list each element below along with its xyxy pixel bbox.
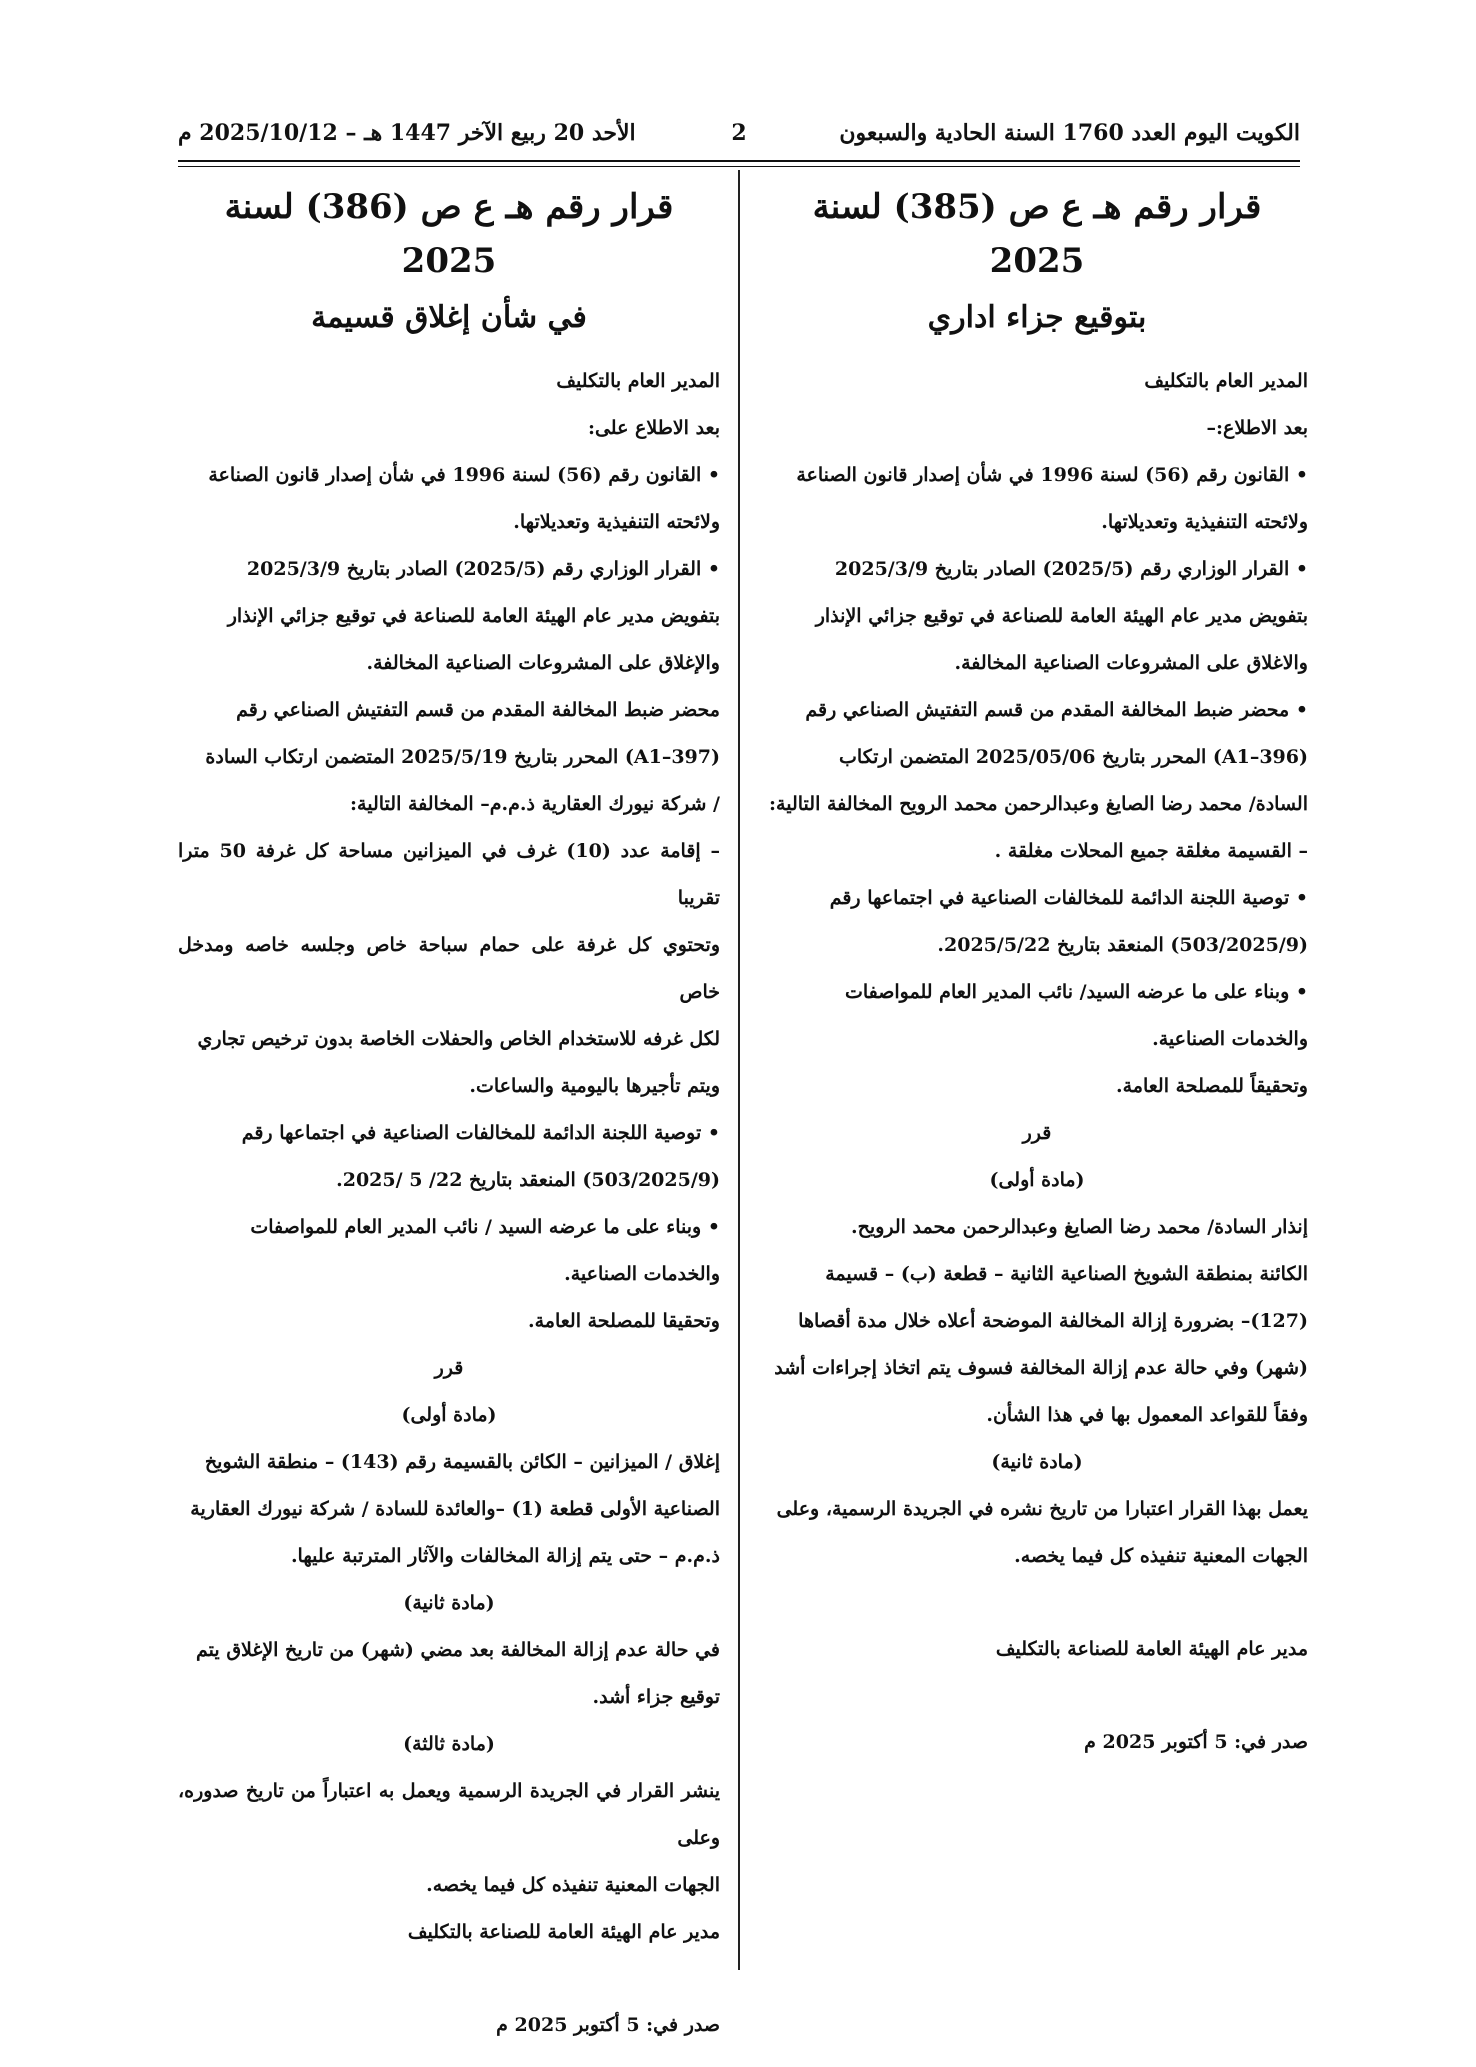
- text-line: بعد الاطلاع على:: [587, 417, 720, 439]
- text-line: والخدمات الصناعية.: [1152, 1028, 1308, 1050]
- text-line: وتحقيقاً للمصلحة العامة.: [1116, 1075, 1308, 1097]
- decision-386: [178, 180, 720, 2049]
- text-line: (503/2025/9) المنعقد بتاريخ 2025/5/22.: [937, 934, 1308, 956]
- page-header: [178, 120, 1300, 160]
- signature: مدير عام الهيئة العامة للصناعة بالتكليف: [407, 1921, 720, 1943]
- text-line: في حالة عدم إزالة المخالفة بعد مضي (شهر) من تاريخ الإغلاق يتم: [196, 1639, 720, 1661]
- text-line: ويتم تأجيرها باليومية والساعات.: [469, 1075, 720, 1097]
- decision-subtitle: بتوقيع جزاء اداري: [927, 300, 1147, 335]
- text-line: الجهات المعنية تنفيذه كل فيما يخصه.: [426, 1874, 720, 1896]
- article-1-heading: (مادة أولى): [401, 1404, 497, 1426]
- text-line: السادة/ محمد رضا الصايغ وعبدالرحمن محمد الرويح المخالفة التالية:: [769, 793, 1308, 815]
- text-line: وتحتوي كل غرفة على حمام سباحة خاص وجلسه خاصه ومدخل خاص: [178, 934, 720, 1003]
- text-line: المدير العام بالتكليف: [1144, 370, 1308, 392]
- decision-subtitle: في شأن إغلاق قسيمة: [311, 300, 587, 335]
- text-line: والخدمات الصناعية.: [564, 1263, 720, 1285]
- text-line: بعد الاطلاع:–: [1206, 417, 1308, 439]
- text-line: (A1–397) المحرر بتاريخ 2025/5/19 المتضمن ارتكاب السادة: [205, 746, 720, 768]
- text-line: المدير العام بالتكليف: [556, 370, 720, 392]
- decided-heading: قرر: [1022, 1122, 1052, 1144]
- text-line: إنذار السادة/ محمد رضا الصايغ وعبدالرحمن محمد الرويح.: [851, 1216, 1308, 1238]
- page-number: 2: [731, 120, 747, 146]
- text-line: الكائنة بمنطقة الشويخ الصناعية الثانية – قطعة (ب) – قسيمة: [825, 1263, 1308, 1285]
- header-rule-thin: [178, 166, 1300, 167]
- decision-385: [766, 180, 1308, 1766]
- text-line: ذ.م.م – حتى يتم إزالة المخالفات والآثار المترتبة عليها.: [290, 1545, 720, 1567]
- signature: مدير عام الهيئة العامة للصناعة بالتكليف: [995, 1638, 1308, 1660]
- article-2-heading: (مادة ثانية): [403, 1592, 495, 1614]
- text-line: محضر ضبط المخالفة المقدم من قسم التفتيش الصناعي رقم: [236, 699, 720, 721]
- text-line: الجهات المعنية تنفيذه كل فيما يخصه.: [1014, 1545, 1308, 1567]
- text-line: إغلاق / الميزانين – الكائن بالقسيمة رقم (143) – منطقة الشويخ: [204, 1451, 720, 1473]
- decided-heading: قرر: [434, 1357, 464, 1379]
- preamble: [766, 358, 1308, 1110]
- text-line: ينشر القرار في الجريدة الرسمية ويعمل به اعتباراً من تاريخ صدوره، وعلى: [178, 1780, 720, 1849]
- text-line: وتحقيقا للمصلحة العامة.: [528, 1310, 720, 1332]
- text-line: (شهر) وفي حالة عدم إزالة المخالفة فسوف يتم اتخاذ إجراءات أشد: [774, 1357, 1308, 1379]
- text-line: بتفويض مدير عام الهيئة العامة للصناعة في توقيع جزائي الإنذار: [815, 605, 1308, 627]
- text-line: • القانون رقم (56) لسنة 1996 في شأن إصدار قانون الصناعة: [796, 464, 1308, 486]
- text-line: • وبناء على ما عرضه السيد / نائب المدير العام للمواصفات: [250, 1216, 720, 1238]
- text-line: • القرار الوزاري رقم (2025/5) الصادر بتاريخ 2025/3/9: [834, 558, 1308, 580]
- text-line: (A1–396) المحرر بتاريخ 2025/05/06 المتضمن ارتكاب: [839, 746, 1308, 768]
- text-line: الصناعية الأولى قطعة (1) –والعائدة للسادة / شركة نيورك العقارية: [190, 1498, 720, 1520]
- text-line: ولائحته التنفيذية وتعديلاتها.: [1101, 511, 1308, 533]
- issue-date-line: صدر في: 5 أكتوبر 2025 م: [496, 2014, 720, 2036]
- article-3-heading: (مادة ثالثة): [403, 1733, 495, 1755]
- header-rule: [178, 160, 1300, 162]
- text-line: والإغلاق على المشروعات الصناعية المخالفة.: [366, 652, 720, 674]
- text-line: • محضر ضبط المخالفة المقدم من قسم التفتيش الصناعي رقم: [805, 699, 1308, 721]
- text-line: ولائحته التنفيذية وتعديلاتها.: [513, 511, 720, 533]
- text-line: • القانون رقم (56) لسنة 1996 في شأن إصدار قانون الصناعة: [208, 464, 720, 486]
- issue-date: الأحد 20 ربيع الآخر 1447 هـ – 2025/10/12 م: [178, 120, 636, 146]
- article-2-heading: (مادة ثانية): [991, 1451, 1083, 1473]
- decision-title: قرار رقم هـ ع ص (385) لسنة 2025: [812, 187, 1262, 281]
- text-line: • توصية اللجنة الدائمة للمخالفات الصناعية في اجتماعها رقم: [241, 1122, 720, 1144]
- text-line: والاغلاق على المشروعات الصناعية المخالفة.: [954, 652, 1308, 674]
- column-divider: [738, 170, 740, 1970]
- text-line: / شركة نيورك العقارية ذ.م.م– المخالفة التالية:: [350, 793, 720, 815]
- text-line: – إقامة عدد (10) غرف في الميزانين مساحة كل غرفة 50 مترا تقريبا: [178, 840, 720, 909]
- article-1-heading: (مادة أولى): [989, 1169, 1085, 1191]
- text-line: (127)– بضرورة إزالة المخالفة الموضحة أعلاه خلال مدة أقصاها: [798, 1310, 1308, 1332]
- decision-title: قرار رقم هـ ع ص (386) لسنة 2025: [224, 187, 674, 281]
- preamble: [178, 358, 720, 1345]
- text-line: توقيع جزاء أشد.: [592, 1686, 720, 1708]
- text-line: لكل غرفه للاستخدام الخاص والحفلات الخاصة بدون ترخيص تجاري: [197, 1028, 720, 1050]
- text-line: بتفويض مدير عام الهيئة العامة للصناعة في توقيع جزائي الإنذار: [227, 605, 720, 627]
- text-line: (503/2025/9) المنعقد بتاريخ 22/ 5 /2025.: [336, 1169, 720, 1191]
- text-line: • وبناء على ما عرضه السيد/ نائب المدير العام للمواصفات: [844, 981, 1308, 1003]
- text-line: يعمل بهذا القرار اعتبارا من تاريخ نشره في الجريدة الرسمية، وعلى: [776, 1498, 1308, 1520]
- text-line: • توصية اللجنة الدائمة للمخالفات الصناعية في اجتماعها رقم: [829, 887, 1308, 909]
- text-line: وفقاً للقواعد المعمول بها في هذا الشأن.: [986, 1404, 1308, 1426]
- gazette-issue-info: الكويت اليوم العدد 1760 السنة الحادية والسبعون: [839, 120, 1300, 146]
- issue-date-line: صدر في: 5 أكتوبر 2025 م: [1084, 1731, 1308, 1753]
- text-line: – القسيمة مغلقة جميع المحلات مغلقة .: [994, 840, 1308, 862]
- text-line: • القرار الوزاري رقم (2025/5) الصادر بتاريخ 2025/3/9: [246, 558, 720, 580]
